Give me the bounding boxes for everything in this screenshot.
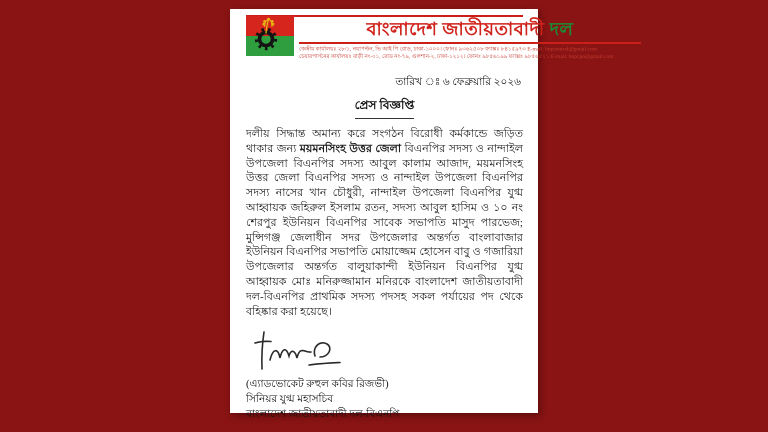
press-release-page [230, 9, 614, 421]
date-line: তারিখ ঃ ৬ ফেব্রুয়ারি ২০২৬ [395, 77, 521, 88]
signatory-organization: বাংলাদেশ জাতীয়তাবাদী দল-বিএনপি [246, 409, 400, 421]
body-text-bold-district: ময়মনসিংহ উত্তর জেলা [299, 142, 402, 155]
party-name [299, 18, 641, 40]
party-name-red: বাংলাদেশ জাতীয়তাবাদী [366, 19, 545, 39]
address-line-central-office: কেন্দ্রীয় কার্যালয়ঃ ২৮/১, নয়াপল্টন, ভি আই পি রোড, ঢাকা-১০০০। ফোনঃ ৯৩৬২৫০৮ ফ্যাক্সঃ ৮৪১৫৯৭৩ E-mail: bnpcentral@gmail.com [299, 46, 598, 53]
body-text-rest: বিএনপির সদস্য ও নান্দাইল উপজেলা বিএনপির সদস্য আবুল কালাম আজাদ, ময়মনসিংহ উত্তর জেলা বিএনপির সদস্য ও নান্দাইল উপজেলা বিএনপির সদস্য নাসের খান চৌধুরী, নান্দাইল উপজেলা বিএনপির যুগ্ম আহ্বায়ক জহিরুল ইসলাম রতন, সদস্য আবুল হাসিম ও ১০ নং শেরপুর ইউনিয়ন বিএনপির সাবেক সভাপতি মাসুদ পারভেজ; মুন্সিগঞ্জ জেলাধীন সদর উপজেলার অন্তর্গত বাংলাবাজার ইউনিয়ন বিএনপির সভাপতি মোয়াজ্জেম হোসেন বাবু ও গজারিয়া উপজেলার অন্তর্গত বালুয়াকান্দী ইউনিয়ন বিএনপির যুগ্ম আহ্বায়ক মোঃ মনিরুজ্জামান মনিরকে বাংলাদেশ জাতীয়তাবাদী দল-বিএনপির প্রাথমিক সদস্য পদসহ সকল পর্যায়ের পদ থেকে বহিষ্কার করা হয়েছে। [246, 142, 523, 318]
press-release-title: প্রেস বিজ্ঞপ্তি [246, 97, 523, 119]
letterhead [246, 16, 614, 62]
handwritten-signature [252, 329, 352, 371]
bnp-flag-logo [246, 16, 294, 56]
signatory-title: সিনিয়র যুগ্ম মহাসচিব [246, 394, 334, 406]
body-text-lead: দলীয় সিদ্ধান্ত অমান্য করে সংগঠন বিরোধী কর্মকান্ডে জড়িত থাকার জন্য [246, 128, 523, 155]
party-name-green: দল [549, 19, 574, 39]
letterhead-divider-rule [299, 42, 641, 44]
letterhead-address [299, 46, 614, 61]
press-release-body [246, 127, 523, 319]
address-line-chairperson-office: চেয়ারপার্সনের কার্যালয়ঃ বাড়ী নং-০১, রোড নং-৭৯, গুলশান-২, ঢাকা-১২১২। ফোনঃ ৯৮৫৬১৯৯ ফ্যাক্সঃ ৯৮৫৬৫২১ E-mail: bnpcpo@gmail.com [299, 54, 614, 60]
signatory-name: (এ্যাডভোকেট রুহুল কবির রিজভী) [246, 379, 389, 391]
letterhead-text-block [299, 16, 641, 62]
